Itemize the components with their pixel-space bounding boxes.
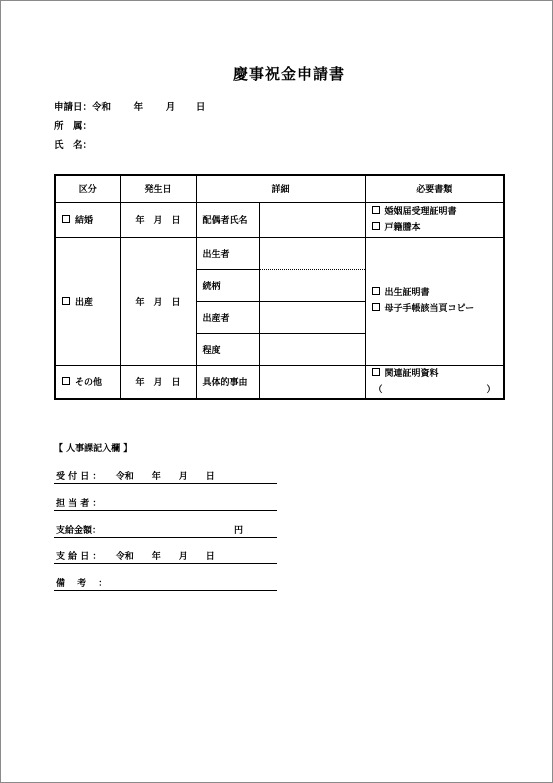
- payment-date-underline: [54, 563, 277, 564]
- category-other: [55, 365, 120, 399]
- doc-maternity-handbook-label: 母子手帳該当頁コピー: [384, 304, 475, 314]
- application-table: [54, 174, 505, 400]
- birth-person-field[interactable]: [259, 237, 365, 269]
- amount-underline: [54, 537, 277, 538]
- doc-birth-certificate: [372, 285, 504, 301]
- degree-field[interactable]: [259, 333, 365, 365]
- column-header-details: 詳細: [196, 175, 365, 202]
- birth-mother-label: 出産者: [196, 301, 259, 333]
- staff-label: 担 当 者 ：: [56, 499, 102, 509]
- application-date-year: 年: [133, 102, 144, 113]
- payment-date-value: 令和 年 月 日: [115, 552, 215, 562]
- marriage-checkbox[interactable]: [62, 215, 70, 223]
- doc-marriage-certificate: [372, 204, 504, 220]
- specific-reason-label: 具体的事由: [196, 365, 259, 399]
- doc-marriage-certificate-label: 婚姻届受理証明書: [384, 206, 457, 217]
- other-documents: [365, 365, 504, 399]
- doc-birth-certificate-checkbox[interactable]: [372, 287, 380, 295]
- doc-related-proof-checkbox[interactable]: [372, 368, 380, 376]
- application-date-month: 月: [165, 102, 176, 113]
- column-header-date: 発生日: [120, 175, 196, 202]
- table-row-other: [55, 365, 504, 399]
- other-checkbox[interactable]: [62, 377, 70, 385]
- relationship-field[interactable]: [259, 269, 365, 301]
- application-date-label: 申請日：令和: [54, 102, 112, 113]
- receipt-date-underline: [54, 483, 277, 484]
- doc-related-proof: [372, 366, 504, 382]
- doc-birth-certificate-label: 出生証明書: [384, 288, 430, 298]
- notes-underline: [54, 590, 277, 591]
- category-marriage-label: 結婚: [75, 216, 94, 226]
- receipt-date-label: 受 付 日 ：: [56, 472, 102, 482]
- receipt-date-row: [56, 469, 215, 482]
- category-birth-label: 出産: [75, 297, 94, 308]
- category-marriage: [55, 202, 120, 237]
- doc-related-proof-paren: [372, 382, 496, 398]
- birth-person-label: 出生者: [196, 237, 259, 269]
- doc-maternity-handbook: [372, 301, 504, 317]
- affiliation-label: 所 属：: [54, 121, 93, 132]
- application-date-row: [54, 99, 205, 113]
- other-date: 年 月 日: [120, 365, 196, 399]
- relationship-label: 続柄: [196, 269, 259, 301]
- doc-related-proof-label: 関連証明資料: [384, 368, 439, 379]
- specific-reason-field[interactable]: [259, 365, 365, 399]
- notes-label: 備 考 ：: [56, 579, 108, 589]
- spouse-name-label: 配偶者氏名: [196, 202, 259, 237]
- amount-label: 支給金額：: [56, 526, 102, 536]
- marriage-documents: [365, 202, 504, 237]
- table-header-row: [55, 175, 504, 202]
- birth-documents: [365, 237, 504, 365]
- staff-underline: [54, 510, 277, 511]
- doc-family-register: [372, 220, 504, 236]
- table-row-birth: [55, 237, 504, 269]
- table-row-marriage: [55, 202, 504, 237]
- doc-family-register-checkbox[interactable]: [372, 222, 380, 230]
- paren-close: ）: [486, 384, 496, 395]
- column-header-documents: 必要書類: [365, 175, 504, 202]
- degree-label: 程度: [196, 333, 259, 365]
- application-date-day: 日: [195, 102, 206, 113]
- doc-maternity-handbook-checkbox[interactable]: [372, 303, 380, 311]
- spouse-name-field[interactable]: [259, 202, 365, 237]
- hr-section-title: 【 人事課記入欄 】: [54, 444, 133, 454]
- birth-date: 年 月 日: [120, 237, 196, 365]
- doc-marriage-certificate-checkbox[interactable]: [372, 206, 380, 214]
- name-label: 氏 名：: [54, 140, 93, 151]
- doc-family-register-label: 戸籍謄本: [384, 222, 421, 233]
- category-birth: [55, 237, 120, 365]
- payment-date-label: 支 給 日 ：: [56, 552, 102, 562]
- column-header-category: 区分: [55, 175, 120, 202]
- form-title: 慶事祝金申請書: [233, 65, 346, 83]
- amount-unit: 円: [234, 526, 244, 536]
- marriage-date: 年 月 日: [120, 202, 196, 237]
- birth-mother-field[interactable]: [259, 301, 365, 333]
- paren-open: （: [373, 384, 383, 395]
- birth-checkbox[interactable]: [62, 297, 70, 305]
- receipt-date-value: 令和 年 月 日: [115, 472, 215, 482]
- category-other-label: その他: [75, 378, 103, 389]
- payment-date-row: [56, 549, 215, 562]
